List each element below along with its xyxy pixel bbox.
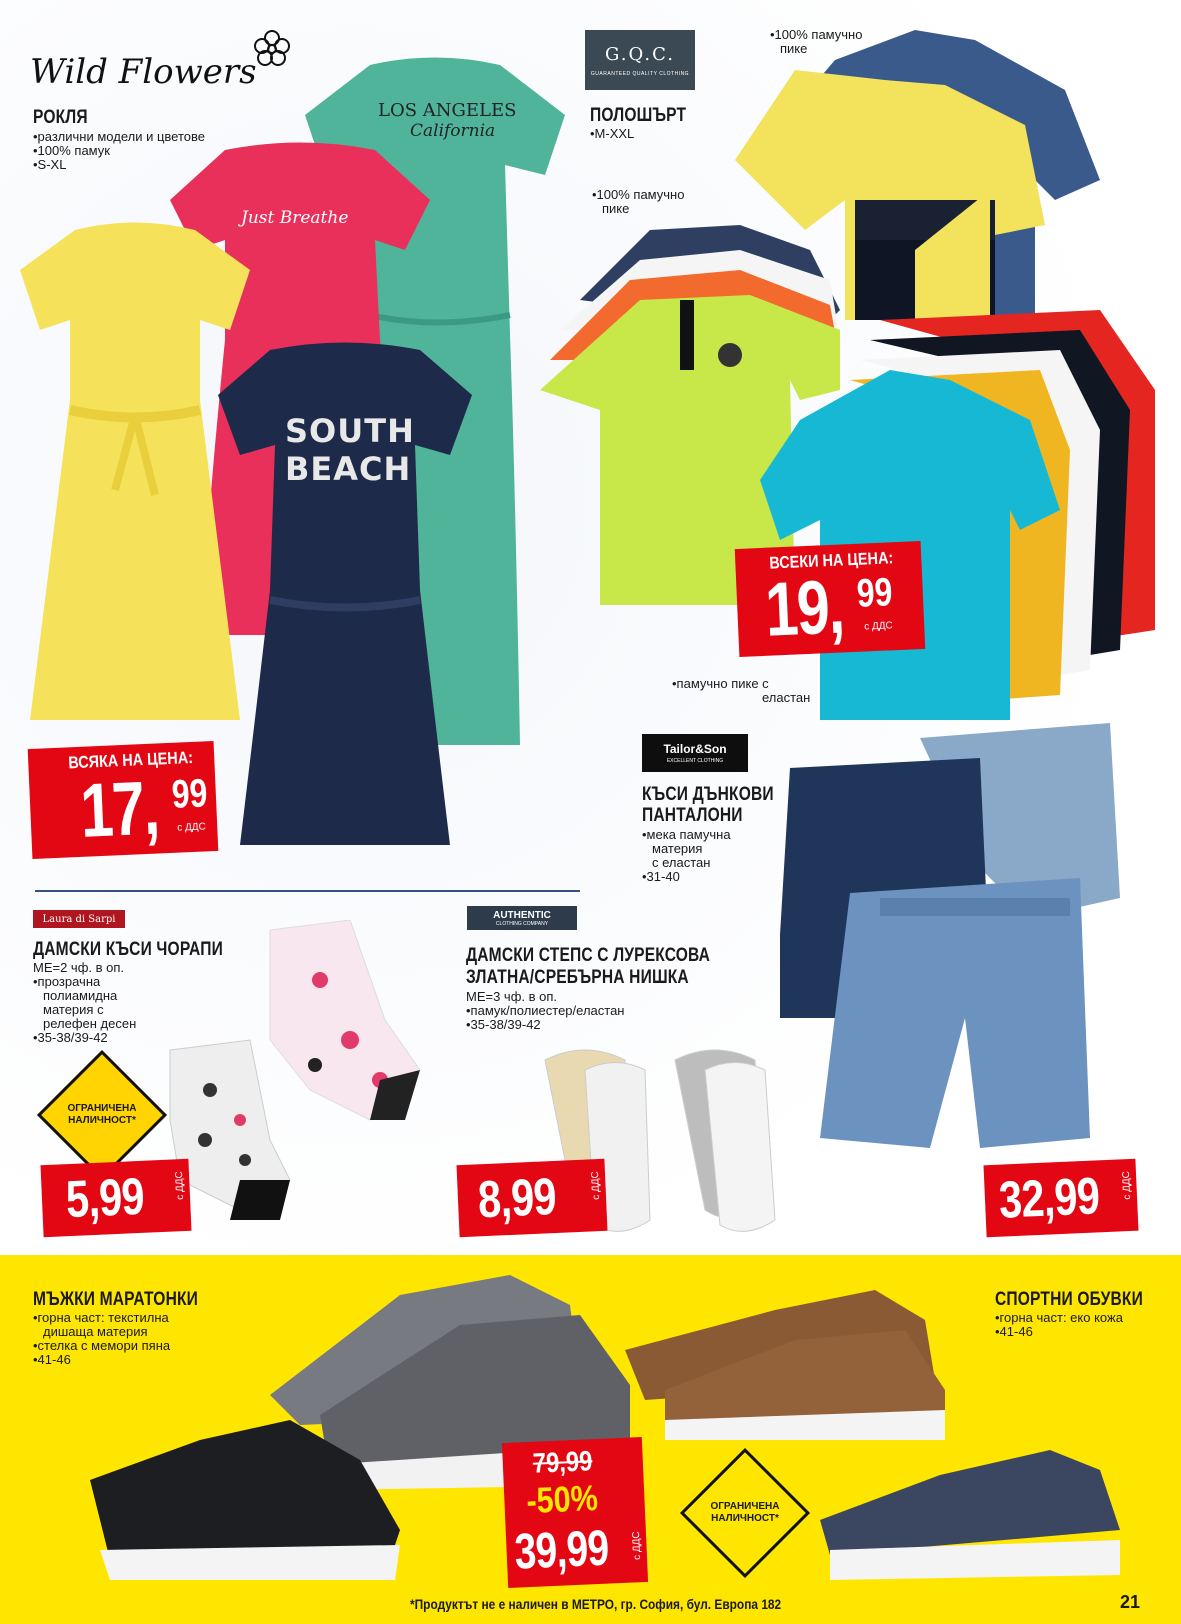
sneakers-price-vat: с ДДС (630, 1531, 644, 1561)
sneakers-bullets: •горна част: текстилна дишаща материя •стелка с мемори пяна •41-46 (33, 1310, 171, 1367)
dress-green-print-script: California (410, 121, 496, 141)
dress-pink-print: Just Breathe (241, 208, 349, 228)
dress-price-dec: 99 (170, 771, 209, 817)
sneakers-title: МЪЖКИ МАРАТОНКИ (33, 1289, 199, 1310)
polo-price-vat: с ДДС (864, 620, 894, 633)
sneakers-old-price: 79,99 (532, 1445, 593, 1479)
shorts-price-vat: с ДДС (1120, 1170, 1134, 1200)
dress-navy-image (210, 340, 480, 850)
polo-bullets (590, 127, 634, 141)
polo-cyan-stack-image (760, 310, 1165, 720)
sneakers-price-tag (502, 1437, 648, 1588)
polo-price-int: 19, (763, 564, 845, 653)
socks-bullets: МЕ=2 чф. в оп. •прозрачна полиамидна материя с релефен десен •35-38/39-42 (33, 960, 137, 1045)
tailor-son-logo-text: Tailor&Son (663, 742, 727, 756)
steps-price: 8,99 (476, 1167, 558, 1230)
sport-shoes-brown-image (625, 1290, 945, 1440)
laura-di-sarpi-logo-text: Laura di Sarpi (42, 913, 116, 925)
shorts-title-1: КЪСИ ДЪНКОВИ (642, 784, 774, 805)
brand-wild-flowers: Wild Flowers (30, 52, 257, 92)
steps-price-tag (457, 1159, 608, 1237)
authentic-logo (467, 906, 577, 930)
socks-image (150, 920, 440, 1220)
sport-shoes-bullets: •горна част: еко кожа •41-46 (995, 1310, 1123, 1339)
socks-price: 5,99 (64, 1167, 146, 1230)
sneakers-price: 39,99 (513, 1519, 610, 1580)
shorts-bullets: •мека памучна материя с еластан •31-40 (642, 827, 731, 884)
dress-navy-print-1: SOUTH (285, 412, 415, 450)
gqc-logo-tagline: GUARANTEED QUALITY CLOTHING (590, 70, 690, 77)
dress-bullet: •100% памук (33, 143, 110, 158)
dress-green-print: LOS ANGELES (378, 100, 517, 121)
shorts-price: 32,99 (997, 1167, 1101, 1230)
tailor-son-logo (642, 734, 748, 772)
steps-price-vat: с ДДС (589, 1170, 603, 1200)
shorts-title-2: ПАНТАЛОНИ (642, 805, 743, 826)
laura-di-sarpi-logo (33, 910, 125, 928)
tailor-son-logo-tagline: EXCELLENT CLOTHING (666, 758, 724, 764)
steps-bullets: МЕ=3 чф. в оп. •памук/полиестер/еластан •35-38/39-42 (466, 989, 625, 1032)
gqc-logo-text: G.Q.C. (605, 43, 675, 65)
polo-note-3: •памучно пике с еластан (672, 676, 811, 705)
authentic-logo-tagline: CLOTHING COMPANY (495, 920, 549, 927)
socks-price-vat: с ДДС (173, 1170, 187, 1200)
shorts-image (780, 718, 1150, 1163)
polo-title: ПОЛОШЪРТ (590, 105, 687, 126)
gqc-logo (585, 30, 695, 90)
polo-bullet: •M-XXL (590, 126, 635, 141)
sport-shoes-title: СПОРТНИ ОБУВКИ (995, 1289, 1143, 1310)
flower-icon (252, 28, 292, 68)
socks-price-tag (41, 1159, 192, 1237)
dress-title: РОКЛЯ (33, 107, 88, 128)
dress-bullet: •S-XL (33, 157, 67, 172)
footer-note: *Продуктът не е наличен в МЕТРО, гр. София, бул. Европа 182 (410, 1596, 782, 1612)
sneakers-black-image (90, 1420, 400, 1585)
section-separator (35, 890, 580, 892)
sport-shoes-navy-image (820, 1450, 1120, 1585)
limited-availability-sign-2 (680, 1448, 810, 1578)
polo-note-1: •100% памучно пике (770, 27, 863, 56)
steps-title-2: ЗЛАТНА/СРЕБЪРНА НИШКА (466, 967, 689, 988)
dress-price-label: ВСЯКА НА ЦЕНА: (67, 747, 194, 773)
socks-title: ДАМСКИ КЪСИ ЧОРАПИ (33, 939, 223, 960)
steps-title-1: ДАМСКИ СТЕПС С ЛУРЕКСОВА (466, 945, 711, 966)
shorts-price-tag (984, 1159, 1139, 1238)
limited-availability-text-1: ОГРАНИЧЕНА НАЛИЧНОСТ* (67, 1103, 137, 1126)
dress-navy-print-2: BEACH (285, 450, 412, 488)
dress-price-int: 17, (78, 765, 160, 854)
page-number: 21 (1120, 1592, 1141, 1612)
polo-price-label: ВСЕКИ НА ЦЕНА: (768, 548, 894, 573)
authentic-logo-text: AUTHENTIC (493, 909, 551, 921)
dress-price-tag (28, 741, 219, 859)
limited-availability-text-2: ОГРАНИЧЕНА НАЛИЧНОСТ* (710, 1501, 780, 1524)
wild-flowers-logo (30, 52, 257, 92)
dress-price-vat: с ДДС (177, 821, 207, 834)
polo-note-2: •100% памучно пике (592, 187, 685, 216)
polo-price-tag (735, 541, 926, 657)
dress-bullet: •различни модели и цветове (33, 129, 205, 144)
polo-price-dec: 99 (855, 570, 894, 616)
sneakers-discount: -50% (525, 1477, 599, 1522)
